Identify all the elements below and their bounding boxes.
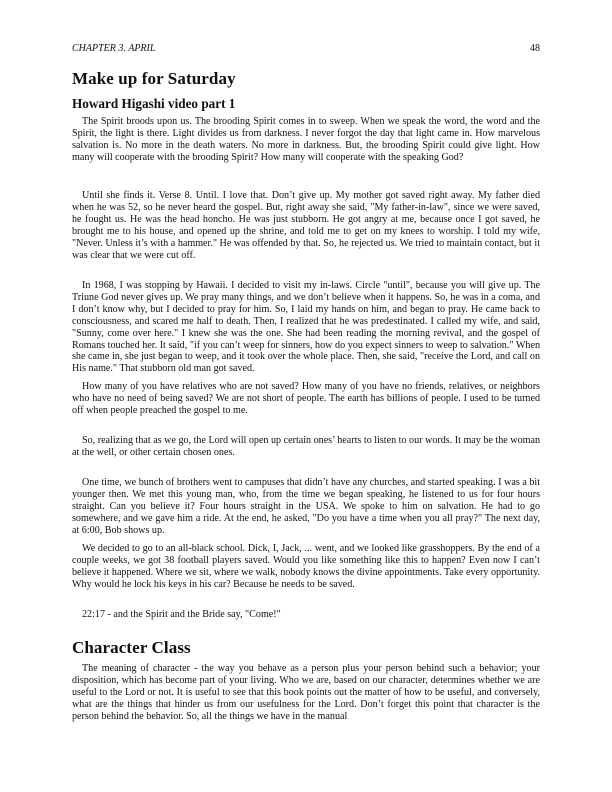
paragraph: In 1968, I was stopping by Hawaii. I decided to visit my in-laws. Circle "until", because you will give up. The Triune God never gives up. We pray many things, and we don’t believe when it happens. So, he was in a coma, and I don’t know why, but I decided to pray for him. So, I laid my hands on him, and began to pray. He came back to consciousness, and scared me half to death. Then, I realized that he was predestinated. I called my wife, and said, "Sunny, come over here." I knew she was the one. She had been reading the morning revival, and the gospel of Romans touched her. It said, "if you can’t weep for sinners, how do you expect sinners to weep to salvation." When she came in, she just began to weep, and it took over the whole place. Then, she said, "receive the Lord, and call on His name." That stubborn old man got saved. — [72, 280, 540, 375]
paragraph: One time, we bunch of brothers went to campuses that didn’t have any churches, and started speaking. I was a bit younger then. We met this young man, who, from the time we began speaking, he listened to us for four hours straight. Can you believe it? Four hours straight in the USA. We spoke to him on salvation. He had to go somewhere, and we gave him a ride. At the end, he asked, "Do you have a time when you all pray?" The next day, at 6:00, Bob shows up. — [72, 477, 540, 536]
page-number: 48 — [530, 43, 540, 54]
subsection-heading-howard-higashi: Howard Higashi video part 1 — [72, 96, 236, 111]
paragraph: The Spirit broods upon us. The brooding Spirit comes in to sweep. When we speak the word, the word and the Spirit, the light is there. Light divides us from darkness. I never forgot the day that light came in. How marvelous salvation is. No more in the death waters. No more in darkness. But, the brooding Spirit could give light. How many will cooperate with the brooding Spirit? How many will cooperate with the speaking God? — [72, 116, 540, 163]
paragraph: 22:17 - and the Spirit and the Bride say, "Come!" — [82, 609, 281, 620]
section-heading-make-up-for-saturday: Make up for Saturday — [72, 69, 236, 88]
section-heading-character-class: Character Class — [72, 638, 191, 657]
chapter-title: CHAPTER 3. APRIL — [72, 43, 156, 54]
paragraph: How many of you have relatives who are not saved? How many of you have no friends, relatives, or neighbors who have no need of being saved? We are not short of people. The earth has billions of people. I used to be turned off when people preached the gospel to me. — [72, 381, 540, 416]
running-header — [72, 43, 540, 57]
paragraph: So, realizing that as we go, the Lord will open up certain ones’ hearts to listen to our words. It may be the woman at the well, or other certain chosen ones. — [72, 435, 540, 458]
paragraph: The meaning of character - the way you behave as a person plus your person behind such a behavior; your disposition, which has become part of your living. Who we are, based on our character, determines whether we are useful to the Lord or not. It is useful to see that this book points out the matter of how to be useful, and conversely, what are the things that hinder us from our usefulness for the Lord. Don’t forget this point that character is the person behind the behavior. So, all the things we have in the manual — [72, 663, 540, 722]
paragraph: We decided to go to an all-black school. Dick, I, Jack, ... went, and we looked like grasshoppers. By the end of a couple weeks, we got 38 football players saved. Would you like something like this to happen? Even now I can’t believe it happened. Where we sit, where we walk, nobody knows the divine appointments. Take every opportunity. Why would he lock his keys in his car? Because he needs to be saved. — [72, 543, 540, 590]
paragraph: Until she finds it. Verse 8. Until. I love that. Don’t give up. My mother got saved right away. My father died when he was 52, so he never heard the gospel. But, right away she said, "My father-in-law", since we were saved, he fought us. He was the head honcho. He was just stubborn. He got angry at me, because once I got saved, he brought me to his house, and opened up the shrine, and told me to get on my knees to worship. I told my wife, "Never. Unless it’s with a hammer." He was offended by that. So, he rejected us. We tried to maintain contact, but it was clear that we were cut off. — [72, 190, 540, 261]
